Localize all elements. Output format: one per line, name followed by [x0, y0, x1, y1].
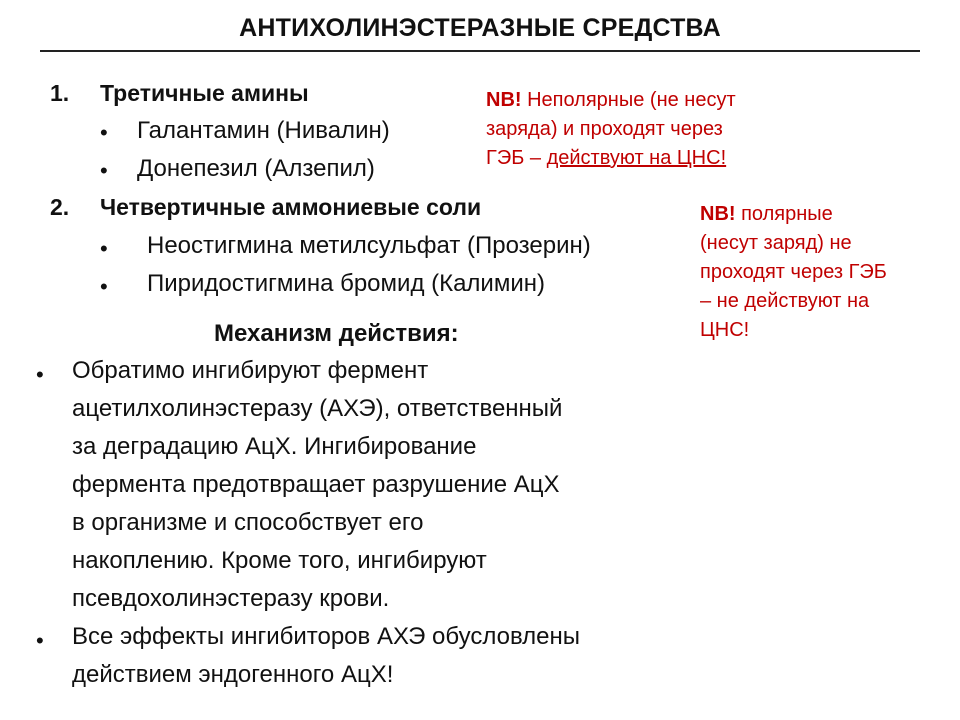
nb-note-line: – не действуют на	[700, 290, 870, 312]
paragraph-line: действием эндогенного АцХ!	[72, 661, 394, 688]
group-2-heading: Четвертичные аммониевые соли	[100, 194, 482, 220]
nb-note-emphasis: действуют на ЦНС!	[546, 147, 727, 169]
nb-note-line: заряда) и проходят через	[486, 118, 723, 140]
nb-note-line: ГЭБ –	[486, 147, 547, 169]
group-2-number: 2.	[50, 194, 70, 220]
paragraph-line: за деградацию АцХ. Ингибирование	[72, 433, 477, 460]
paragraph-line: ацетилхолинэстеразу (АХЭ), ответственный	[72, 395, 563, 422]
bullet-icon: •	[36, 362, 44, 387]
bullet-icon: •	[100, 158, 108, 183]
mechanism-title: Механизм действия:	[214, 320, 459, 347]
group-1-item-2: Донепезил (Алзепил)	[137, 155, 375, 182]
nb-note-line: проходят через ГЭБ	[700, 261, 887, 283]
nb-note-line: Неполярные (не несут	[521, 89, 736, 111]
nb-label: NB!	[486, 89, 522, 111]
title-divider	[40, 50, 920, 52]
bullet-icon: •	[36, 628, 44, 653]
group-2-item-1: Неостигмина метилсульфат (Прозерин)	[147, 232, 591, 259]
paragraph-line: накоплению. Кроме того, ингибируют	[72, 547, 487, 574]
nb-note-polar	[700, 200, 887, 345]
group-2-item-2: Пиридостигмина бромид (Калимин)	[147, 270, 545, 297]
group-1-heading: Третичные амины	[100, 80, 309, 106]
paragraph-line: Обратимо ингибируют фермент	[72, 357, 429, 384]
mechanism-paragraph-1	[72, 352, 562, 618]
group-1-item-1: Галантамин (Нивалин)	[137, 117, 390, 144]
bullet-icon: •	[100, 236, 108, 261]
paragraph-line: в организме и способствует его	[72, 509, 424, 536]
nb-note-nonpolar	[486, 86, 736, 173]
bullet-icon: •	[100, 120, 108, 145]
nb-note-line: ЦНС!	[700, 319, 750, 341]
nb-note-line: полярные	[735, 203, 833, 225]
paragraph-line: фермента предотвращает разрушение АцХ	[72, 471, 560, 498]
paragraph-line: псевдохолинэстеразу крови.	[72, 585, 390, 612]
mechanism-paragraph-2	[72, 618, 580, 694]
slide-title: АНТИХОЛИНЭСТЕРАЗНЫЕ СРЕДСТВА	[239, 14, 721, 42]
bullet-icon: •	[100, 274, 108, 299]
nb-note-line: (несут заряд) не	[700, 232, 852, 254]
nb-label: NB!	[700, 203, 736, 225]
group-1-number: 1.	[50, 80, 70, 106]
paragraph-line: Все эффекты ингибиторов АХЭ обусловлены	[72, 623, 581, 650]
